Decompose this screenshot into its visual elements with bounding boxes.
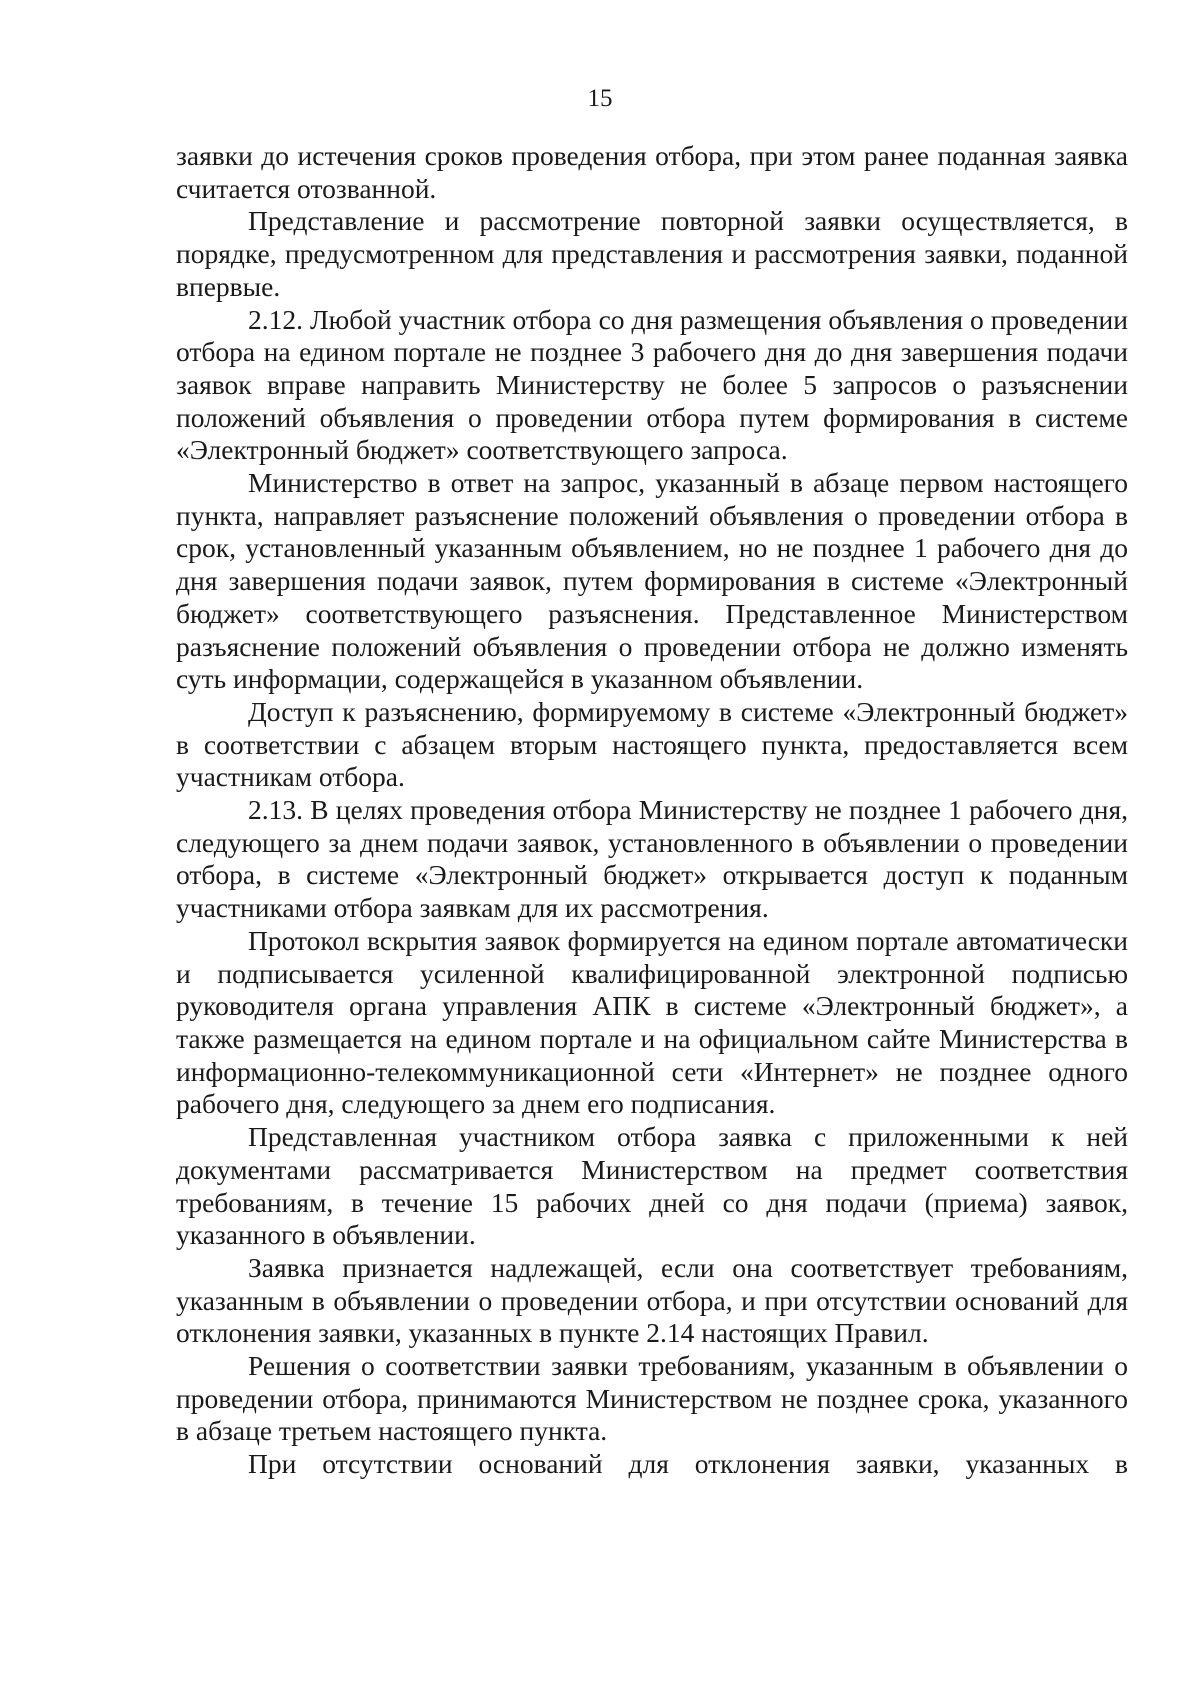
paragraph-11: При отсутствии оснований для отклонения заявки, указанных в	[248, 1448, 1128, 1480]
paragraph-8: Представленная участником отбора заявка с приложенными к ней документами рассматривается Министерством на предмет соответствия требованиям, в течение 15 рабочих дней со дня подачи (приема) заявок, указанного в объявлении.	[176, 1121, 1128, 1251]
page-number: 15	[587, 85, 613, 112]
paragraph-9: Заявка признается надлежащей, если она соответствует требованиям, указанным в объявлении о проведении отбора, и при отсутствии оснований для отклонения заявки, указанных в пункте 2.14 настоящих Правил.	[176, 1251, 1128, 1349]
paragraph-4: Министерство в ответ на запрос, указанный в абзаце первом настоящего пункта, направляет разъяснение положений объявления о проведении отбора в срок, установленный указанным объявлением, но не позднее 1 рабочего дня до дня завершения подачи заявок, путем формирования в системе «Электронный бюджет» соответствующего разъяснения. Представленное Министерством разъяснение положений объявления о проведении отбора не должно изменять суть информации, содержащейся в указанном объявлении.	[176, 467, 1128, 695]
document-body	[176, 140, 1128, 1481]
paragraph-7: Протокол вскрытия заявок формируется на едином портале автоматически и подписывается усиленной квалифицированной электронной подписью руководителя органа управления АПК в системе «Электронный бюджет», а также размещается на едином портале и на официальном сайте Министерства в информационно-телекоммуникационной сети «Интернет» не позднее одного рабочего дня, следующего за днем его подписания.	[176, 924, 1128, 1120]
paragraph-3: 2.12. Любой участник отбора со дня размещения объявления о проведении отбора на едином портале не позднее 3 рабочего дня до дня завершения подачи заявок вправе направить Министерству не более 5 запросов о разъяснении положений объявления о проведении отбора путем формирования в системе «Электронный бюджет» соответствующего запроса.	[176, 303, 1128, 466]
paragraph-1: заявки до истечения сроков проведения отбора, при этом ранее поданная заявка считается отозванной.	[176, 140, 1128, 204]
paragraph-10: Решения о соответствии заявки требованиям, указанным в объявлении о проведении отбора, принимаются Министерством не позднее срока, указанного в абзаце третьем настоящего пункта.	[176, 1350, 1128, 1447]
paragraph-5: Доступ к разъяснению, формируемому в системе «Электронный бюджет» в соответствии с абзацем вторым настоящего пункта, предоставляется всем участникам отбора.	[176, 695, 1128, 793]
paragraph-2: Представление и рассмотрение повторной заявки осуществляется, в порядке, предусмотренном для представления и рассмотрения заявки, поданной впервые.	[176, 205, 1128, 302]
paragraph-6: 2.13. В целях проведения отбора Министерству не позднее 1 рабочего дня, следующего за днем подачи заявок, установленного в объявлении о проведении отбора, в системе «Электронный бюджет» открывается доступ к поданным участниками отбора заявкам для их рассмотрения.	[176, 794, 1128, 924]
